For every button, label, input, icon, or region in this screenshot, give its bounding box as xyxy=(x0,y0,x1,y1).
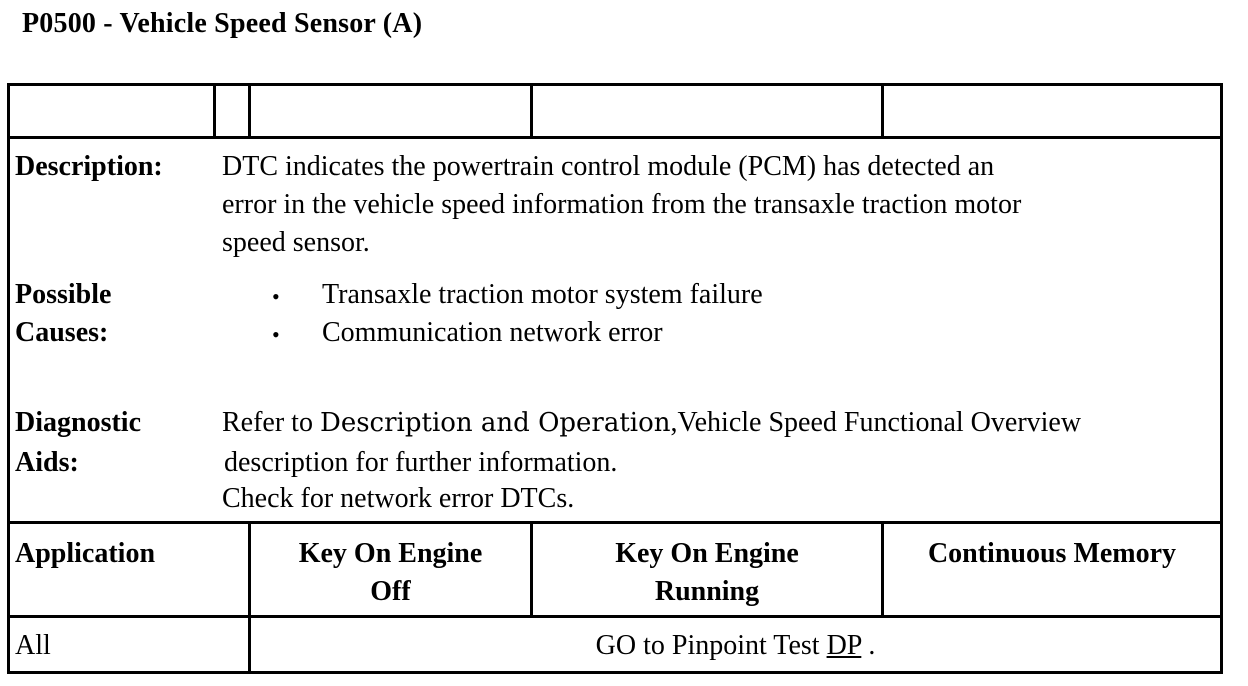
diagnostic-aids-label: Diagnostic xyxy=(15,407,141,438)
description-line: error in the vehicle speed information from the transaxle traction motor xyxy=(222,189,1022,220)
row-application: All xyxy=(15,630,51,661)
table-border-right xyxy=(1220,83,1223,674)
header-koer-line: Running xyxy=(654,576,760,607)
header-koeo-line: Key On Engine xyxy=(298,538,483,569)
header-koer-line: Key On Engine xyxy=(615,538,799,569)
top-row-divider xyxy=(213,83,216,138)
diagnostic-aids-line: description for further information. xyxy=(224,447,618,478)
row-action xyxy=(251,627,1220,665)
top-row-divider xyxy=(248,83,251,138)
header-koeo-line: Off xyxy=(370,576,411,607)
table-rule-row xyxy=(7,615,1223,618)
table-rule-top-row xyxy=(7,136,1223,139)
bullet-icon: • xyxy=(272,284,280,309)
description-label: Description: xyxy=(15,151,163,182)
row-action-text: GO to Pinpoint Test xyxy=(595,630,820,661)
description-line: speed sensor. xyxy=(222,227,370,258)
diagnostic-aids-label: Aids: xyxy=(15,447,79,478)
table-rule-header xyxy=(7,521,1223,524)
diagnostic-aids-line xyxy=(222,404,1081,442)
table-border-left xyxy=(7,83,10,674)
refer-suffix: ,Vehicle Speed Functional Overview xyxy=(670,407,1082,438)
page-title: P0500 - Vehicle Speed Sensor (A) xyxy=(22,8,423,39)
diagnostic-aids-line: Check for network error DTCs. xyxy=(222,483,575,514)
bullet-icon: • xyxy=(272,322,280,347)
cause-item: Communication network error xyxy=(322,317,663,348)
header-continuous-memory: Continuous Memory xyxy=(927,538,1177,569)
header-koer xyxy=(533,535,881,611)
pinpoint-test-link[interactable]: DP xyxy=(826,630,862,661)
possible-causes-label: Causes: xyxy=(15,317,109,348)
possible-causes-label: Possible xyxy=(15,279,112,310)
description-line: DTC indicates the powertrain control module (PCM) has detected an xyxy=(222,151,995,182)
header-application: Application xyxy=(15,538,156,569)
top-row-divider xyxy=(881,83,884,138)
table-border-bottom xyxy=(7,671,1223,674)
top-row-divider xyxy=(530,83,533,138)
row-action-suffix: . xyxy=(861,630,876,661)
cause-item: Transaxle traction motor system failure xyxy=(322,279,763,310)
table-border-top xyxy=(7,83,1223,86)
description-operation-link[interactable]: Description and Operation xyxy=(319,408,671,438)
refer-prefix: Refer to xyxy=(222,407,313,438)
header-koeo xyxy=(251,535,530,611)
